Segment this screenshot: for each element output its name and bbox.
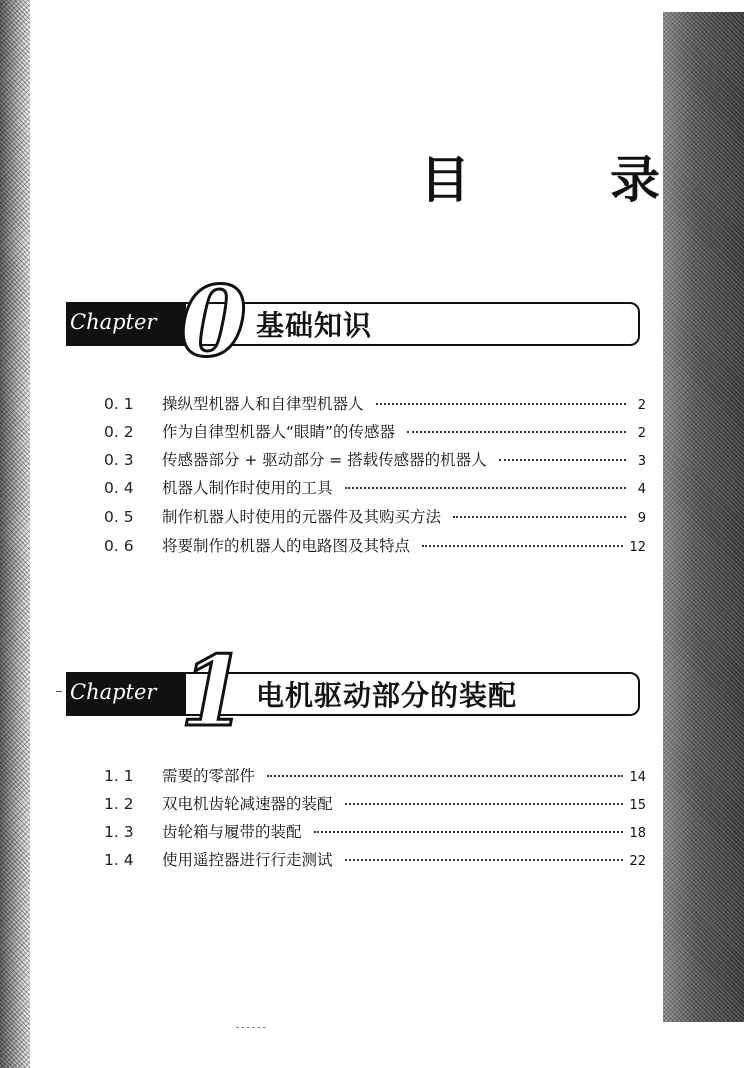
- toc-entry-title: 操纵型机器人和自律型机器人: [162, 395, 364, 413]
- page-title-char-2: 录: [610, 151, 660, 209]
- toc-entry-title: 将要制作的机器人的电路图及其特点: [162, 537, 411, 555]
- toc-leader: [422, 545, 623, 547]
- toc-entry[interactable]: [104, 476, 646, 500]
- toc-leader: [345, 487, 626, 489]
- chapter-1-label-box: [66, 672, 186, 716]
- toc-entry-title: 需要的零部件: [162, 767, 256, 785]
- toc-entry-page: 9: [637, 511, 646, 526]
- toc-entry[interactable]: [104, 848, 646, 872]
- toc-leader: [345, 859, 624, 861]
- chapter-1-number: 1: [180, 635, 247, 748]
- chapter-1-label: Chapter: [70, 680, 157, 704]
- toc-entry-number: 0. 5: [104, 508, 134, 526]
- toc-entry-title: 双电机齿轮减速器的装配: [162, 795, 333, 813]
- chapter-0-heading: 基础知识: [256, 309, 373, 342]
- toc-entry-title: 齿轮箱与履带的装配: [162, 823, 302, 841]
- toc-entry-page: 15: [629, 798, 646, 813]
- toc-entry-number: 0. 6: [104, 537, 134, 555]
- toc-entry[interactable]: [104, 392, 646, 416]
- toc-entry[interactable]: [104, 420, 646, 444]
- margin-mark: [56, 691, 62, 692]
- toc-leader: [376, 403, 626, 405]
- toc-entry[interactable]: [104, 448, 646, 472]
- toc-entry-title: 传感器部分 + 驱动部分 = 搭载传感器的机器人: [162, 451, 487, 469]
- toc-entry-page: 2: [637, 426, 646, 441]
- chapter-0-banner: [66, 265, 640, 378]
- toc-entry[interactable]: [104, 820, 646, 844]
- toc-entry[interactable]: [104, 534, 646, 558]
- chapter-0-label-box: [66, 302, 186, 346]
- toc-entry-page: 22: [629, 854, 646, 869]
- toc-entry-title: 作为自律型机器人“眼睛”的传感器: [162, 423, 396, 441]
- toc-entry-number: 0. 3: [104, 451, 134, 469]
- toc-entry-page: 14: [629, 770, 646, 785]
- toc-entry-page: 18: [629, 826, 646, 841]
- toc-leader: [314, 831, 624, 833]
- scan-smudge: [236, 1025, 266, 1028]
- chapter-1-banner: [66, 635, 640, 748]
- toc-leader: [267, 775, 623, 777]
- toc-entry-number: 0. 1: [104, 395, 134, 413]
- toc-entry[interactable]: [104, 792, 646, 816]
- toc-entry-number: 1. 3: [104, 823, 134, 841]
- toc-entry-title: 制作机器人时使用的元器件及其购买方法: [162, 508, 442, 526]
- scan-shadow-left: [0, 0, 30, 1068]
- chapter-0-number: 0: [180, 265, 247, 378]
- toc-entry-number: 1. 4: [104, 851, 134, 869]
- toc-leader: [345, 803, 624, 805]
- toc-leader: [407, 431, 626, 433]
- toc-entry[interactable]: [104, 764, 646, 788]
- page-title-char-1: 目: [420, 151, 470, 209]
- toc-entry[interactable]: [104, 505, 646, 529]
- chapter-1-heading: 电机驱动部分的装配: [256, 679, 518, 712]
- toc-entry-title: 机器人制作时使用的工具: [162, 479, 333, 497]
- toc-entry-page: 4: [637, 482, 646, 497]
- toc-entry-number: 0. 4: [104, 479, 134, 497]
- toc-leader: [453, 516, 626, 518]
- toc-entry-number: 0. 2: [104, 423, 134, 441]
- toc-entry-page: 2: [637, 398, 646, 413]
- toc-entry-page: 3: [637, 454, 646, 469]
- toc-leader: [499, 459, 626, 461]
- page-title: [420, 140, 660, 212]
- toc-entry-number: 1. 2: [104, 795, 134, 813]
- scan-shadow-right: [663, 12, 744, 1022]
- chapter-0-label: Chapter: [70, 310, 157, 334]
- toc-entry-title: 使用遥控器进行行走测试: [162, 851, 333, 869]
- toc-entry-number: 1. 1: [104, 767, 134, 785]
- toc-entry-page: 12: [629, 540, 646, 555]
